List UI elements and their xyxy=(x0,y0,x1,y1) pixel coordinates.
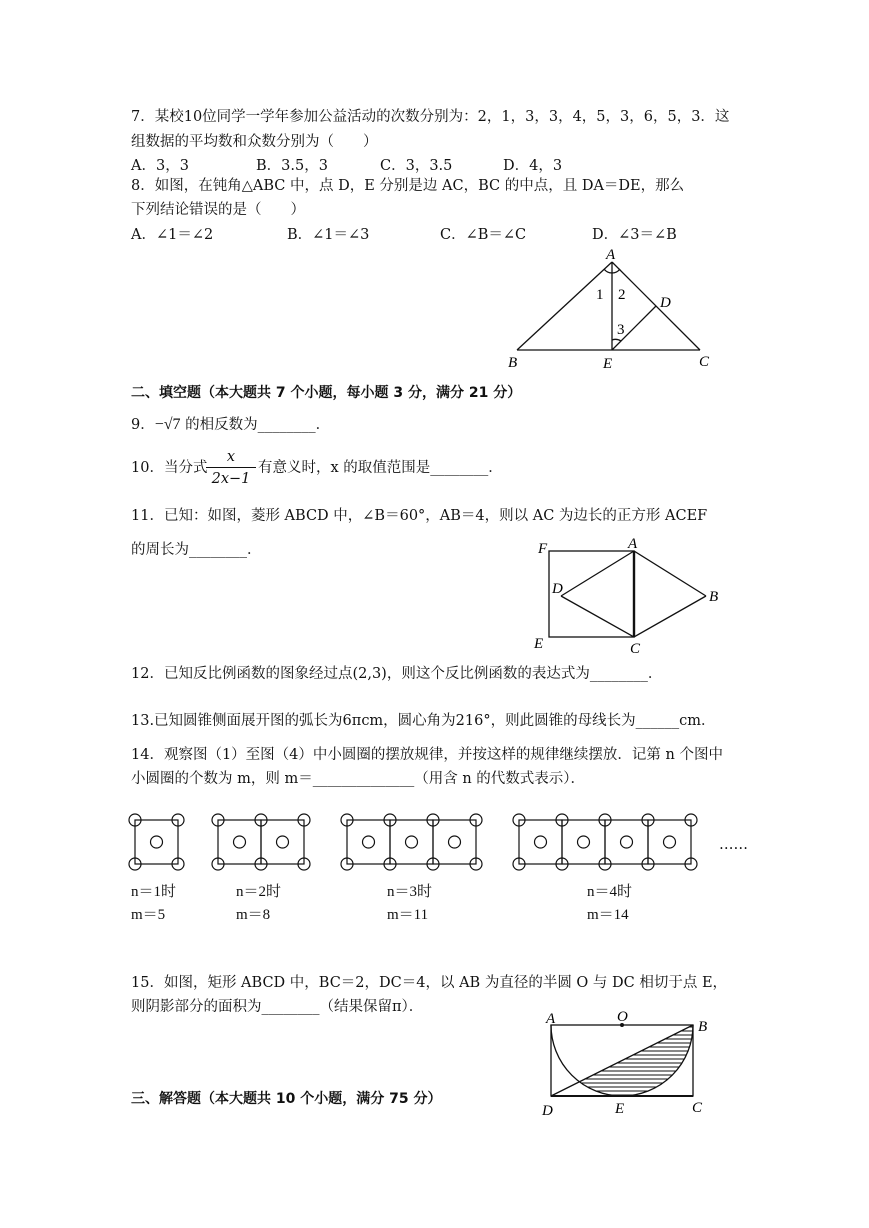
q14-caption-3-m: m＝11 xyxy=(387,907,429,923)
side-dc xyxy=(561,596,634,637)
q14-caption-4-m: m＝14 xyxy=(587,907,629,923)
label-o: O xyxy=(617,1009,628,1025)
angle-label-2: 2 xyxy=(618,287,626,303)
q15-rectangle-semicircle-figure xyxy=(535,1005,735,1125)
q8-option-b: B．∠1＝∠3 xyxy=(287,227,370,243)
q13-line: 13.已知圆锥侧面展开图的弧长为6πcm，圆心角为216°，则此圆锥的母线长为______cm． xyxy=(131,713,716,729)
pattern-figure-1 xyxy=(129,814,184,870)
q7-stem-line1: 7．某校10位同学一学年参加公益活动的次数分别为：2，1，3，3，4，5，3，6，5，3．这 xyxy=(131,109,730,125)
q11-stem-line2: 的周长为________． xyxy=(131,542,262,558)
label-d: D xyxy=(552,581,563,597)
q14-caption-1-m: m＝5 xyxy=(131,907,166,923)
q7-stem-line2: 组数据的平均数和众数分别为（ ） xyxy=(131,134,378,150)
q14-ellipsis: …… xyxy=(719,837,748,853)
side-ab xyxy=(634,551,706,596)
q10-prefix: 10．当分式 xyxy=(131,460,208,476)
q8-option-a: A．∠1＝∠2 xyxy=(131,227,214,243)
q14-stem-line1: 14．观察图（1）至图（4）中小圆圈的摆放规律，并按这样的规律继续摆放．记第 n 个图中 xyxy=(131,747,723,763)
q8-stem-line2: 下列结论错误的是（ ） xyxy=(131,202,305,218)
q10-denominator: 2x−1 xyxy=(211,471,251,487)
q15-stem-line2: 则阴影部分的面积为________（结果保留π）． xyxy=(131,999,424,1015)
angle-label-3: 3 xyxy=(617,322,625,338)
q15-stem-line1: 15．如图，矩形 ABCD 中，BC＝2，DC＝4，以 AB 为直径的半圆 O 与 DC 相切于点 E， xyxy=(131,975,728,991)
pattern-figure-3 xyxy=(341,814,482,870)
q14-caption-4-n: n＝4时 xyxy=(587,884,633,900)
label-d: D xyxy=(542,1103,553,1119)
q7-option-c: C．3，3.5 xyxy=(380,158,453,174)
q7-option-b: B．3.5，3 xyxy=(256,158,328,174)
side-ad xyxy=(561,551,634,596)
q9-prefix: 9． xyxy=(131,417,155,433)
label-d: D xyxy=(660,295,671,311)
q14-caption-2-n: n＝2时 xyxy=(236,884,282,900)
side-bc xyxy=(634,596,706,637)
label-c: C xyxy=(699,354,710,370)
label-e: E xyxy=(615,1101,625,1117)
label-e: E xyxy=(603,356,613,372)
q11-rhombus-square-figure xyxy=(530,535,730,660)
section-3-heading: 三、解答题（本大题共 10 个小题，满分 75 分） xyxy=(131,1091,442,1107)
q14-caption-3-n: n＝3时 xyxy=(387,884,433,900)
q12-line: 12．已知反比例函数的图象经过点(2,3)，则这个反比例函数的表达式为________． xyxy=(131,666,663,682)
label-f: F xyxy=(538,541,548,557)
side-ab xyxy=(517,262,612,350)
q14-stem-line2: 小圆圈的个数为 m，则 m＝______________（用含 n 的代数式表示）． xyxy=(131,771,586,787)
pattern-figure-2 xyxy=(212,814,310,870)
q11-stem-line1: 11．已知：如图，菱形 ABCD 中，∠B＝60°，AB＝4，则以 AC 为边长的正方形 ACEF xyxy=(131,508,708,524)
q7-option-d: D．4，3 xyxy=(503,158,563,174)
section-2-heading: 二、填空题（本大题共 7 个小题，每小题 3 分，满分 21 分） xyxy=(131,385,522,401)
q7-option-a: A．3，3 xyxy=(131,158,189,174)
q8-option-c: C．∠B＝∠C xyxy=(440,227,527,243)
pattern-figure-4 xyxy=(513,814,697,870)
q14-caption-1-n: n＝1时 xyxy=(131,884,177,900)
label-c: C xyxy=(692,1100,703,1116)
q14-pattern-figures xyxy=(120,805,760,880)
q8-option-d: D．∠3＝∠B xyxy=(592,227,677,243)
label-c: C xyxy=(630,641,641,657)
label-b: B xyxy=(709,589,719,605)
q14-caption-2-m: m＝8 xyxy=(236,907,271,923)
label-a: A xyxy=(546,1011,556,1027)
label-e: E xyxy=(534,636,544,652)
q8-stem-line1: 8．如图，在钝角△ABC 中，点 D，E 分别是边 AC，BC 的中点，且 DA＝DE，那么 xyxy=(131,178,685,194)
q10-numerator: x xyxy=(206,448,256,468)
label-b: B xyxy=(508,355,518,371)
q9-line xyxy=(131,415,330,435)
label-a: A xyxy=(628,536,638,552)
angle-arc-e xyxy=(612,339,621,341)
q8-triangle-figure xyxy=(500,247,720,375)
q9-expression: −√7 xyxy=(154,416,181,433)
label-b: B xyxy=(698,1019,708,1035)
q9-suffix: 的相反数为________． xyxy=(185,417,331,433)
angle-label-1: 1 xyxy=(596,287,604,303)
q10-suffix: 有意义时，x 的取值范围是________． xyxy=(258,460,503,476)
label-a: A xyxy=(606,247,616,263)
